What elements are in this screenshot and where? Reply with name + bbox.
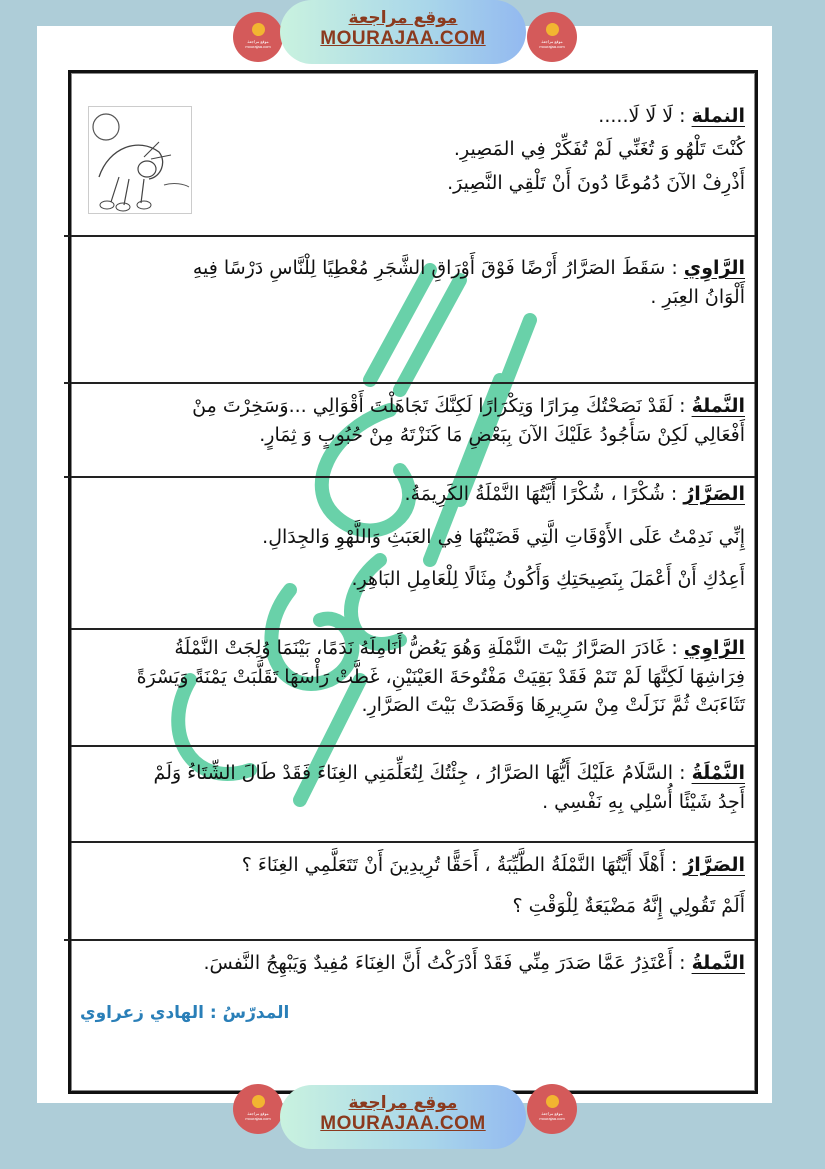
line-text: سَقَطَ الصَرَّارُ أَرْضًا فَوْقَ أَوْرَاقِ الشَّجَرِ مُعْطِيًا لِلْنَّاسِ دَرْسًا فِيهِ — [192, 257, 666, 279]
badge-text-ar: موقع مراجعة — [541, 39, 563, 44]
dialogue-block-4 — [71, 478, 755, 630]
speaker-label: النَّملةُ — [691, 952, 745, 974]
badge-text-ar: موقع مراجعة — [541, 1111, 563, 1116]
badge-text-en: mourajaa.com — [245, 44, 271, 49]
dialogue-block-8 — [71, 941, 755, 1001]
logo-icon — [252, 1095, 265, 1108]
line-text: لَا لَا لَا..... — [598, 105, 674, 127]
site-banner-bottom[interactable] — [280, 1085, 526, 1149]
badge-text-en: mourajaa.com — [539, 44, 565, 49]
separator: : — [665, 257, 684, 279]
dialogue-line — [79, 949, 745, 978]
dialogue-line: أَفْعَالِي لَكِنْ سَأَجُودُ عَلَيْكَ الآنَ بِبَعْضِ مَا كَنَزْتَهُ مِنْ حُبُوبٍ وَ ثِمَارٍ. — [259, 423, 745, 446]
speaker-label: الرَّاوِي — [683, 637, 745, 659]
banner-latin: MOURAJAA.COM — [320, 1113, 486, 1134]
dialogue-line: أَلَمْ تَقُولِي إِنَّهُ مَضْيَعَةٌ لِلْوَقْتِ ؟ — [512, 894, 745, 917]
dialogue-line — [79, 851, 745, 880]
separator: : — [664, 854, 684, 876]
dialogue-line — [79, 254, 745, 283]
dialogue-line — [79, 759, 745, 788]
separator: : — [665, 637, 684, 659]
speaker-label: الصَرَّارُ — [683, 854, 745, 876]
badge-text-ar: موقع مراجعة — [247, 1111, 269, 1116]
banner-arabic: موقع مراجعة — [348, 1093, 458, 1113]
dialogue-block-3 — [71, 384, 755, 478]
separator: : — [673, 395, 692, 417]
dialogue-line: أَجِدُ شَيْئًا أُسْلِي بِهِ نَفْسِي . — [542, 790, 745, 813]
badge-text-ar: موقع مراجعة — [247, 39, 269, 44]
dialogue-block-7 — [71, 843, 755, 941]
speaker-label: النَّملةُ — [691, 395, 745, 417]
logo-icon — [546, 23, 559, 36]
dialogue-line — [79, 634, 745, 663]
margin-tick — [64, 476, 70, 478]
banner-arabic: موقع مراجعة — [348, 8, 458, 28]
separator: : — [664, 483, 684, 505]
badge-text-en: mourajaa.com — [245, 1116, 271, 1121]
separator: : — [673, 105, 692, 127]
dialogue-block-6 — [71, 747, 755, 843]
speaker-label: النملة — [691, 105, 745, 127]
speaker-label: الرَّاوِي — [683, 257, 745, 279]
speaker-label: الصَرَّارُ — [683, 483, 745, 505]
dialogue-block-2 — [71, 237, 755, 384]
dialogue-line — [79, 392, 745, 421]
grasshopper-crying-icon — [89, 107, 191, 213]
logo-icon — [252, 23, 265, 36]
separator: : — [673, 952, 692, 974]
site-banner-top[interactable] — [280, 0, 526, 64]
logo-badge-left-bottom — [233, 1084, 283, 1134]
dialogue-line: أَعِدُكِ أَنْ أَعْمَلَ بِنَصِيحَتِكِ وَأَكُونُ مِثَالًا لِلْعَامِلِ البَاهِرِ. — [351, 568, 745, 590]
margin-tick — [64, 382, 70, 384]
line-text: غَادَرَ الصَرَّارُ بَيْتَ النَّمْلَةِ وَهُوَ يَعُضُّ أَنَامِلَهُ نَدَمًا، بَيْنَمَا وُلِجَتْ النَّمْلَةُ — [174, 637, 666, 659]
line-text: أَعْتَذِرُ عَمَّا صَدَرَ مِنِّي فَقَدْ أَدْرَكْتُ أَنَّ الغِنَاءَ مُفِيدٌ وَيَبْهِجُ النَّفسَ. — [203, 952, 674, 974]
logo-icon — [546, 1095, 559, 1108]
dialogue-block-5 — [71, 630, 755, 747]
dialogue-line: تَثَاءَبَتْ ثُمَّ نَزَلَتْ مِنْ سَرِيرِهَا وَقَصَدَتْ بَيْتَ الصَرَّارِ. — [361, 694, 745, 716]
separator: : — [673, 762, 692, 784]
dialogue-line — [79, 480, 745, 509]
margin-tick — [64, 939, 70, 941]
dialogue-line: فِرَاشِهَا لَكِنَّهَا لَمْ تَنَمْ فَقَدْ بَقِيَتْ مَفْتُوحَةَ العَيْنَيْنِ، غَطَّتْ رَأْسَهَا تَقَلَّبَتْ يَمْنَةً وَيَسْرَةً — [136, 665, 745, 688]
dialogue-line: إِنِّي نَدِمْتُ عَلَى الأَوْقَاتِ الَّتِي قَضَيْتُهَا فِي العَبَثِ وَاللَّهْوِ وَالجِدَالِ. — [262, 525, 745, 548]
dialogue-line: أَذْرِفْ الآنَ دُمُوعًا دُونَ أَنْ تَلْقِي النَّصِيرَ. — [447, 172, 745, 194]
dialogue-line: أَلْوَانُ العِبَرِ . — [650, 285, 745, 308]
line-text: لَقَدْ نَصَحْتُكَ مِرَارًا وَتِكْرَارًا لَكِنَّكَ تَجَاهَلْتَ أَقْوَالِي ...وَسَخِرْتَ مِنْ — [192, 395, 674, 417]
line-text: السَّلَامُ عَلَيْكَ أَيُّهَا الصَرَّارُ ، جِئْتُكَ لِتُعَلِّمَنِي الغِنَاءَ فَقَدْ طَالَ الشِّتَاءُ وَلَمْ — [153, 762, 674, 784]
teacher-signature: المدرّسُ : الهادي زعراوي — [80, 1003, 290, 1023]
line-text: شُكْرًا ، شُكْرًا أَيَّتُهَا النَّمْلَةُ الكَرِيمَةُ. — [404, 483, 665, 505]
logo-badge-right-bottom — [527, 1084, 577, 1134]
badge-text-en: mourajaa.com — [539, 1116, 565, 1121]
grasshopper-illustration — [88, 106, 192, 214]
banner-latin: MOURAJAA.COM — [320, 28, 486, 49]
margin-tick — [64, 235, 70, 237]
speaker-label: النَّمْلَةُ — [691, 762, 745, 784]
dialogue-line: كُنْتَ تَلْهُو وَ تُغَنِّي لَمْ تُفَكِّرْ فِي المَصِيرِ. — [453, 137, 745, 160]
logo-badge-left-top — [233, 12, 283, 62]
line-text: أَهْلًا أَيَّتُهَا النَّمْلَةُ الطَّيِّبَةُ ، أَحَقًّا تُرِيدِينَ أَنْ تَتَعَلَّمِي الغِنَاءَ ؟ — [241, 854, 665, 876]
logo-badge-right-top — [527, 12, 577, 62]
